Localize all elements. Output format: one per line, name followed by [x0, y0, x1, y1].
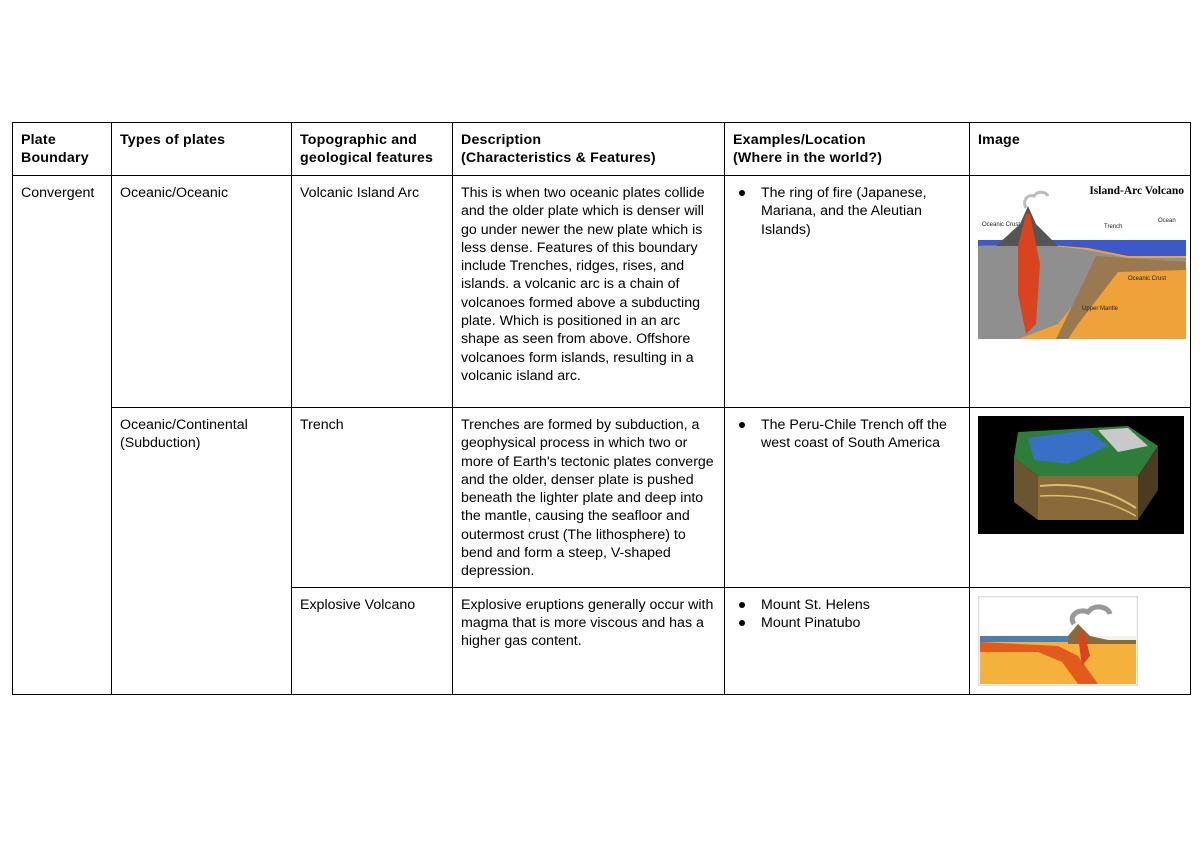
diagram-label: Ocean [1158, 218, 1176, 224]
header-features: Topographic and geological features [292, 123, 453, 176]
header-examples: Examples/Location (Where in the world?) [725, 123, 970, 176]
table-row [13, 176, 1191, 408]
diagram-label: Oceanic Crust [982, 222, 1021, 228]
description-cell: This is when two oceanic plates collide and the older plate which is denser will go under newer the new plate which is less dense. Features of this boundary include Trenches, ridges, rises, and islands. a volcanic arc is a chain of volcanoes formed above a subducting plate. Which is positioned in an arc shape as seen from above. Offshore volcanoes form islands, resulting in a volcanic island arc. [453, 176, 725, 408]
island-arc-volcano-diagram [978, 184, 1186, 339]
description-cell: Explosive eruptions generally occur with magma that is more viscous and has a higher gas content. [453, 587, 725, 694]
table-row [13, 408, 1191, 588]
list-item: The ring of fire (Japanese, Mariana, and the Aleutian Islands) [761, 184, 961, 239]
examples-cell [725, 408, 970, 588]
trench-block-diagram [978, 416, 1184, 534]
header-types-of-plates: Types of plates [112, 123, 292, 176]
image-cell [970, 587, 1191, 694]
feature-cell: Volcanic Island Arc [292, 176, 453, 408]
header-row [13, 123, 1191, 176]
plate-type-cell: Oceanic/Oceanic [112, 176, 292, 408]
image-cell [970, 408, 1191, 588]
feature-cell: Explosive Volcano [292, 587, 453, 694]
diagram-label: Oceanic Crust [1128, 276, 1167, 282]
boundary-cell: Convergent [13, 176, 112, 695]
examples-cell [725, 587, 970, 694]
header-image: Image [970, 123, 1191, 176]
list-item: The Peru-Chile Trench off the west coast of South America [761, 416, 961, 453]
description-cell: Trenches are formed by subduction, a geophysical process in which two or more of Earth's tectonic plates converge and the older, denser plate is pushed beneath the lighter plate and deep into the mantle, causing the seafloor and outermost crust (The lithosphere) to bend and form a steep, V-shaped depression. [453, 408, 725, 588]
plate-type-cell: Oceanic/Continental (Subduction) [112, 408, 292, 695]
diagram-title: Island-Arc Volcano [1089, 185, 1184, 197]
diagram-label: Upper Mantle [1082, 306, 1119, 312]
diagram-label: Trench [1104, 224, 1123, 230]
explosive-volcano-diagram [978, 596, 1138, 686]
feature-cell: Trench [292, 408, 453, 588]
list-item: Mount Pinatubo [761, 614, 961, 632]
sky [980, 598, 1136, 636]
ocean-strip [980, 636, 1068, 642]
image-cell [970, 176, 1191, 408]
examples-cell [725, 176, 970, 408]
list-item: Mount St. Helens [761, 596, 961, 614]
header-description: Description (Characteristics & Features) [453, 123, 725, 176]
plate-boundary-table [12, 122, 1191, 695]
header-plate-boundary: Plate Boundary [13, 123, 112, 176]
